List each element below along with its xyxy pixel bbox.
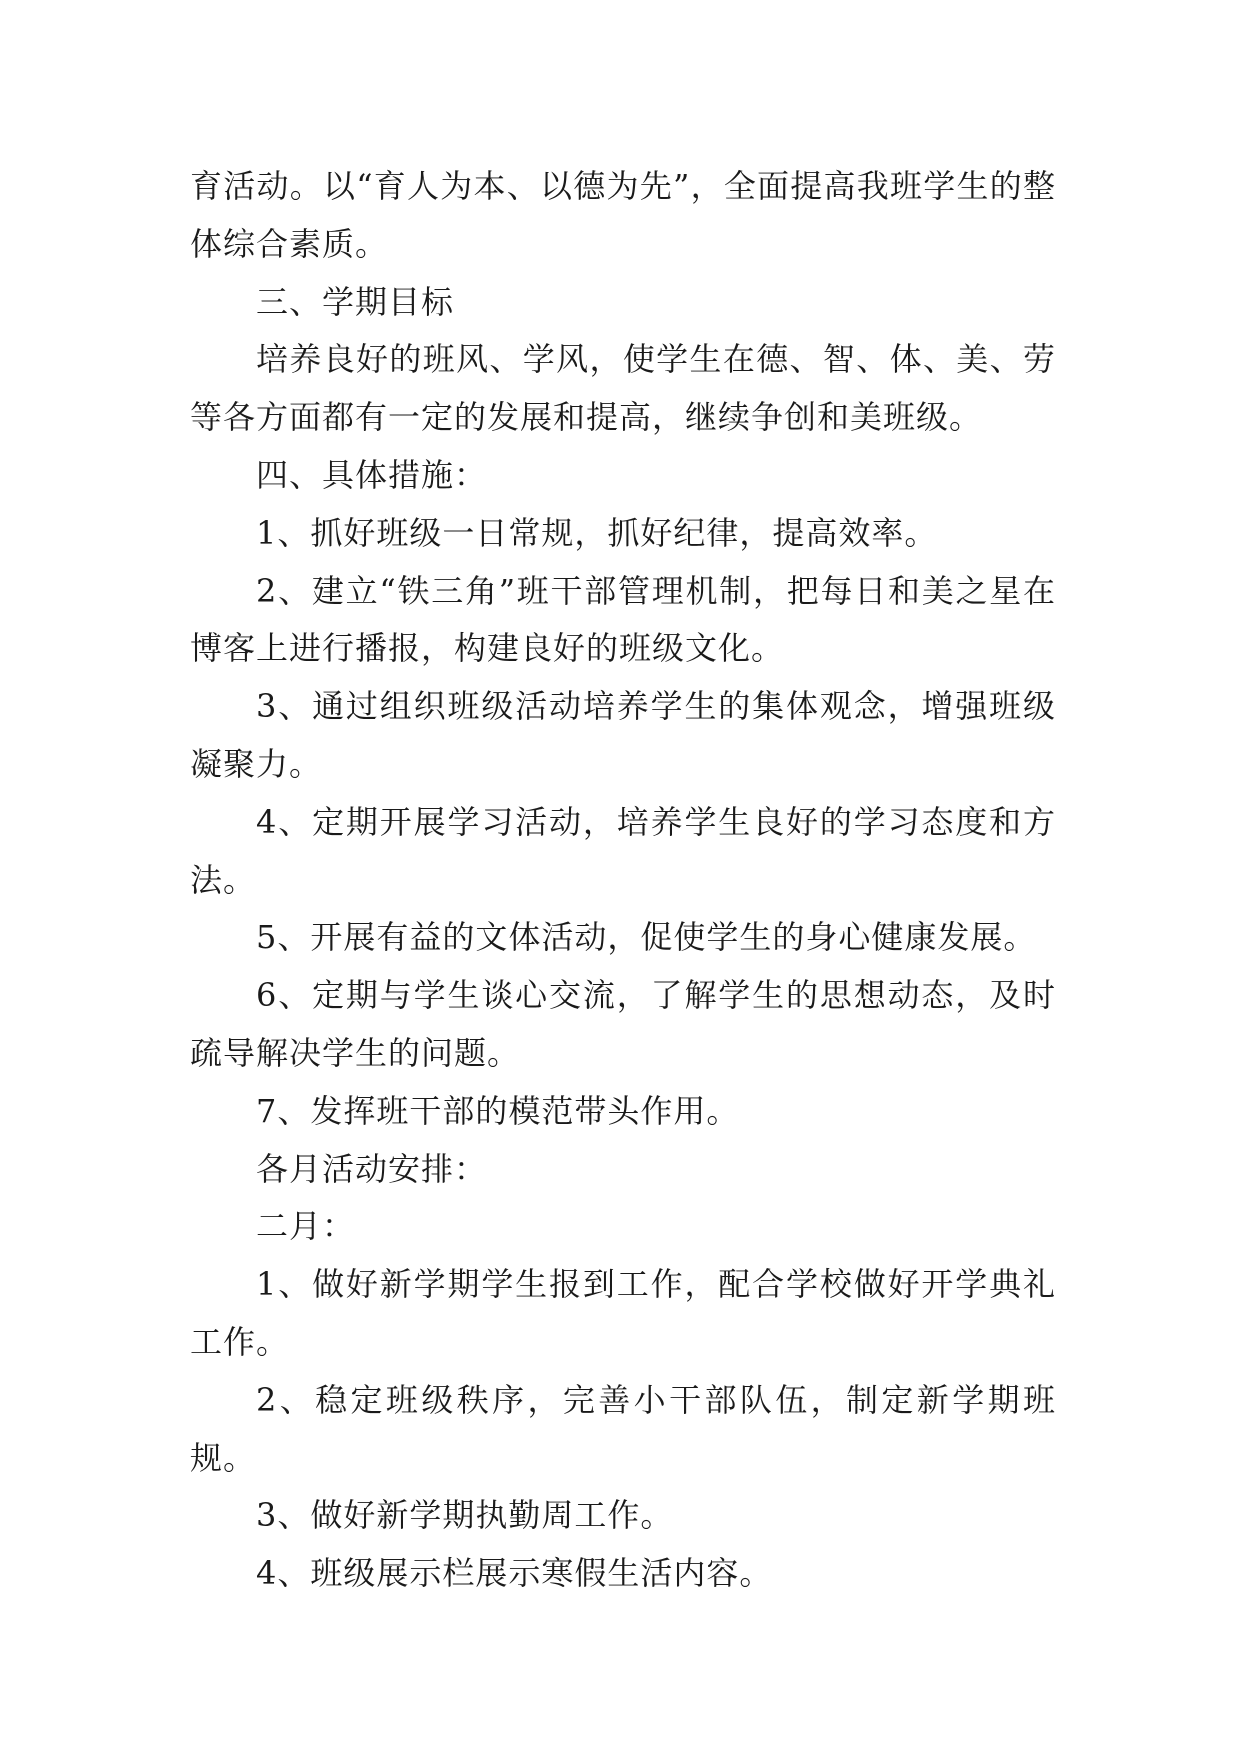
section-heading-semester-goals: 三、学期目标: [256, 282, 455, 321]
month-heading-february: 二月：: [256, 1207, 356, 1246]
measure-item-4: 4、定期开展学习活动，培养学生良好的学习态度和方法。: [190, 802, 1056, 899]
measure-item-3: 3、通过组织班级活动培养学生的集体观念，增强班级凝聚力。: [190, 687, 1056, 783]
february-item-3: 3、做好新学期执勤周工作。: [256, 1496, 674, 1535]
february-item-4: 4、班级展示栏展示寒假生活内容。: [256, 1554, 773, 1593]
paragraph-semester-goals: 培养良好的班风、学风，使学生在德、智、体、美、劳等各方面都有一定的发展和提高，继续争创和美班级。: [190, 340, 1056, 437]
february-item-2: 2、稳定班级秩序，完善小干部队伍，制定新学期班规。: [190, 1380, 1056, 1477]
measure-item-1: 1、抓好班级一日常规，抓好纪律，提高效率。: [256, 513, 938, 552]
document-body: [190, 158, 1056, 1603]
section-heading-monthly-plan: 各月活动安排：: [256, 1149, 488, 1188]
section-heading-measures: 四、具体措施：: [256, 455, 488, 494]
measure-item-6: 6、定期与学生谈心交流，了解学生的思想动态，及时疏导解决学生的问题。: [190, 976, 1056, 1072]
measure-item-5: 5、开展有益的文体活动，促使学生的身心健康发展。: [256, 918, 1037, 957]
paragraph-continuation: 育活动。以“育人为本、以德为先”，全面提高我班学生的整体综合素质。: [190, 167, 1056, 263]
measure-item-7: 7、发挥班干部的模范带头作用。: [256, 1091, 740, 1130]
measure-item-2: 2、建立“铁三角”班干部管理机制，把每日和美之星在博客上进行播报，构建良好的班级文化。: [190, 571, 1056, 668]
february-item-1: 1、做好新学期学生报到工作，配合学校做好开学典礼工作。: [190, 1265, 1056, 1361]
